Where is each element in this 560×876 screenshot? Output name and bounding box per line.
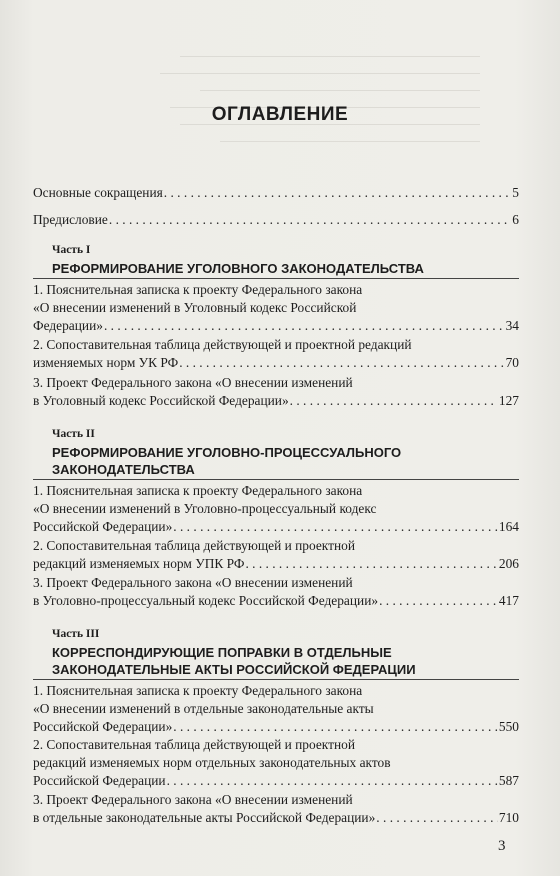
part-3-label: Часть III: [52, 628, 100, 640]
toc-entry-line: «О внесении изменений в отдельные законодательные акты: [33, 701, 374, 716]
part-3-item-3[interactable]: [33, 791, 519, 827]
toc-entry-line: 1. Пояснительная записка к проекту Федерального закона: [33, 282, 363, 297]
leader-dots: [290, 392, 498, 410]
toc-entry-line: изменяемых норм УК РФ: [33, 355, 179, 370]
toc-entry-line: Российской Федерации: [33, 773, 166, 788]
toc-title: ОГЛАВЛЕНИЕ: [211, 104, 349, 125]
leader-dots: [167, 772, 498, 790]
leader-dots: [379, 592, 498, 610]
part-divider: [33, 479, 519, 480]
toc-entry-line: в Уголовный кодекс Российской Федерации»: [33, 393, 289, 408]
part-3-item-2[interactable]: [33, 736, 519, 790]
toc-entry-page: 417: [498, 593, 519, 608]
leader-dots: [173, 718, 498, 736]
toc-entry-line: 1. Пояснительная записка к проекту Федерального закона: [33, 683, 363, 698]
toc-entry-page: 34: [505, 318, 519, 333]
toc-entry-page: 164: [498, 519, 519, 534]
leader-dots: [245, 555, 497, 573]
part-title-line: ЗАКОНОДАТЕЛЬНЫЕ АКТЫ РОССИЙСКОЙ ФЕДЕРАЦИИ: [52, 662, 416, 677]
toc-entry-page: 5: [512, 185, 519, 200]
toc-entry-abbreviations[interactable]: [33, 184, 519, 202]
part-divider: [33, 278, 519, 279]
toc-entry-line: 2. Сопоставительная таблица действующей и проектной: [33, 737, 355, 752]
toc-entry-line: 2. Сопоставительная таблица действующей и проектной: [33, 538, 355, 553]
toc-entry-line: 1. Пояснительная записка к проекту Федерального закона: [33, 483, 363, 498]
part-divider: [33, 679, 519, 680]
part-3-item-1[interactable]: [33, 682, 519, 736]
part-2-title: [52, 444, 401, 478]
toc-entry-preface[interactable]: [33, 211, 519, 229]
toc-entry-page: 710: [498, 810, 519, 825]
toc-entry-page: 206: [498, 556, 519, 571]
toc-entry-line: Федерации»: [33, 318, 103, 333]
part-1-item-1[interactable]: [33, 281, 519, 335]
toc-entry-line: Российской Федерации»: [33, 519, 173, 534]
part-3-title: [52, 644, 416, 678]
toc-entry-label: Предисловие: [33, 212, 108, 227]
leader-dots: [179, 354, 504, 372]
part-title-line: РЕФОРМИРОВАНИЕ УГОЛОВНО-ПРОЦЕССУАЛЬНОГО: [52, 445, 402, 460]
part-1-item-3[interactable]: [33, 374, 519, 410]
toc-entry-line: редакций изменяемых норм отдельных законодательных актов: [33, 755, 391, 770]
part-1-title: РЕФОРМИРОВАНИЕ УГОЛОВНОГО ЗАКОНОДАТЕЛЬСТВА: [52, 261, 424, 276]
page-number: 3: [498, 838, 506, 854]
toc-entry-page: 6: [512, 212, 519, 227]
toc-entry-line: 3. Проект Федерального закона «О внесении изменений: [33, 575, 353, 590]
part-1-item-2[interactable]: [33, 336, 519, 372]
toc-entry-line: «О внесении изменений в Уголовно-процессуальный кодекс: [33, 501, 377, 516]
toc-entry-page: 550: [498, 719, 519, 734]
toc-entry-page: 70: [505, 355, 519, 370]
leader-dots: [376, 809, 498, 827]
part-title-line: ЗАКОНОДАТЕЛЬСТВА: [52, 462, 195, 477]
part-title-line: КОРРЕСПОНДИРУЮЩИЕ ПОПРАВКИ В ОТДЕЛЬНЫЕ: [52, 645, 392, 660]
part-2-label: Часть II: [52, 428, 95, 440]
part-2-item-1[interactable]: [33, 482, 519, 536]
toc-entry-line: в Уголовно-процессуальный кодекс Российской Федерации»: [33, 593, 379, 608]
toc-entry-line: 2. Сопоставительная таблица действующей и проектной редакций: [33, 337, 412, 352]
toc-entry-line: «О внесении изменений в Уголовный кодекс Российской: [33, 300, 357, 315]
part-1-label: Часть I: [52, 244, 91, 256]
bleed-through-decoration: [150, 48, 480, 288]
part-2-item-3[interactable]: [33, 574, 519, 610]
toc-entry-page: 127: [498, 393, 519, 408]
part-2-item-2[interactable]: [33, 537, 519, 573]
toc-entry-page: 587: [498, 773, 519, 788]
toc-entry-line: редакций изменяемых норм УПК РФ: [33, 556, 245, 571]
leader-dots: [173, 518, 498, 536]
toc-entry-line: 3. Проект Федерального закона «О внесении изменений: [33, 792, 353, 807]
toc-entry-line: в отдельные законодательные акты Российской Федерации»: [33, 810, 376, 825]
leader-dots: [109, 211, 511, 229]
leader-dots: [164, 184, 512, 202]
leader-dots: [104, 317, 505, 335]
toc-entry-label: Основные сокращения: [33, 185, 163, 200]
toc-entry-line: 3. Проект Федерального закона «О внесении изменений: [33, 375, 353, 390]
toc-entry-line: Российской Федерации»: [33, 719, 173, 734]
